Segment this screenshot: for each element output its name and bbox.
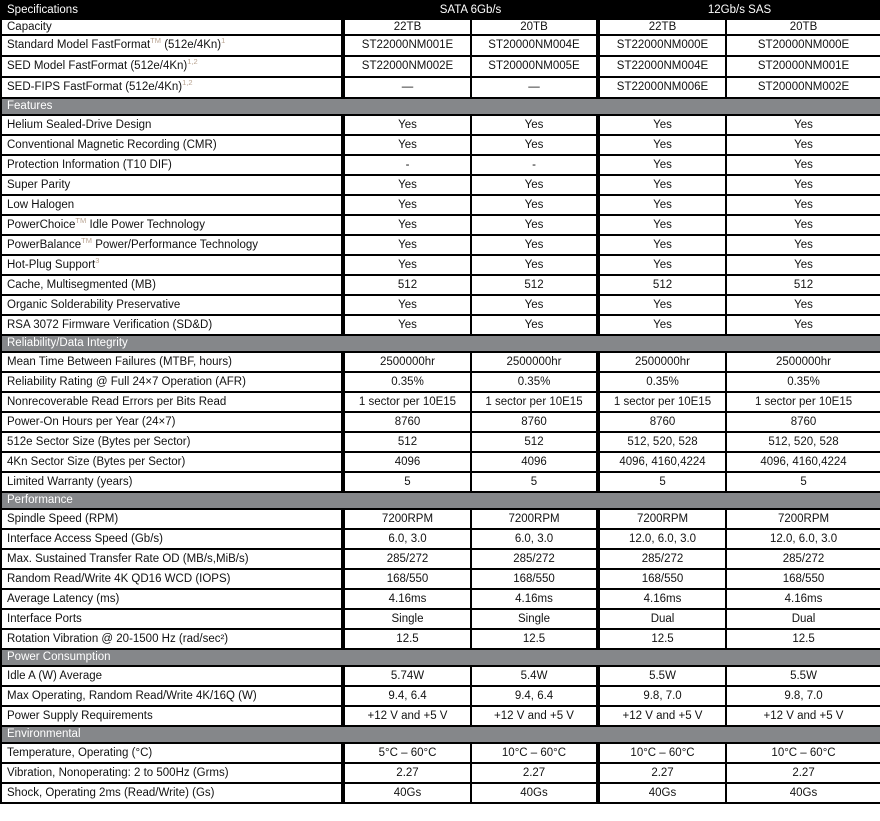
spec-value: 7200RPM — [471, 509, 598, 529]
spec-value: 4096 — [471, 452, 598, 472]
spec-value: ST22000NM006E — [598, 77, 726, 98]
spec-value: Yes — [726, 175, 880, 195]
spec-value: 4096, 4160,4224 — [726, 452, 880, 472]
spec-value: 4.16ms — [471, 589, 598, 609]
spec-value: Yes — [471, 215, 598, 235]
spec-value: Yes — [726, 255, 880, 275]
spec-row — [1, 155, 880, 175]
section-header: Features — [1, 98, 880, 115]
spec-value: 1 sector per 10E15 — [471, 392, 598, 412]
spec-label: Max Operating, Random Read/Write 4K/16Q (W) — [1, 686, 343, 706]
spec-value: Yes — [471, 115, 598, 135]
spec-value: 2500000hr — [343, 352, 471, 372]
spec-label: Organic Solderability Preservative — [1, 295, 343, 315]
spec-value: ST22000NM004E — [598, 56, 726, 77]
spec-value: 40Gs — [343, 783, 471, 803]
spec-value: 6.0, 3.0 — [471, 529, 598, 549]
spec-row — [1, 235, 880, 255]
spec-value: 2.27 — [598, 763, 726, 783]
spec-label: Helium Sealed-Drive Design — [1, 115, 343, 135]
spec-value: 2500000hr — [471, 352, 598, 372]
spec-row — [1, 509, 880, 529]
spec-row — [1, 529, 880, 549]
spec-row — [1, 589, 880, 609]
spec-value: Yes — [598, 295, 726, 315]
spec-value: 4.16ms — [343, 589, 471, 609]
spec-label: Random Read/Write 4K QD16 WCD (IOPS) — [1, 569, 343, 589]
spec-value: Yes — [471, 295, 598, 315]
spec-value: Single — [471, 609, 598, 629]
spec-row — [1, 706, 880, 726]
spec-value: ST20000NM000E — [726, 35, 880, 56]
spec-value: 8760 — [343, 412, 471, 432]
spec-value: 20TB — [726, 19, 880, 35]
spec-row — [1, 763, 880, 783]
spec-label: Interface Access Speed (Gb/s) — [1, 529, 343, 549]
spec-label: PowerBalance™ Power/Performance Technology — [1, 235, 343, 255]
spec-value: +12 V and +5 V — [598, 706, 726, 726]
spec-value: 2.27 — [726, 763, 880, 783]
spec-value: 512, 520, 528 — [598, 432, 726, 452]
spec-value: +12 V and +5 V — [471, 706, 598, 726]
spec-value: 2.27 — [343, 763, 471, 783]
spec-value: - — [471, 155, 598, 175]
spec-value: 5°C – 60°C — [343, 743, 471, 763]
spec-label: Power-On Hours per Year (24×7) — [1, 412, 343, 432]
spec-value: Single — [343, 609, 471, 629]
spec-value: 12.5 — [598, 629, 726, 649]
spec-row — [1, 255, 880, 275]
spec-label: Power Supply Requirements — [1, 706, 343, 726]
spec-value: 8760 — [598, 412, 726, 432]
spec-value: Yes — [471, 195, 598, 215]
spec-value: 285/272 — [343, 549, 471, 569]
spec-value: Yes — [598, 195, 726, 215]
spec-label: Hot-Plug Support$^3$ — [1, 255, 343, 275]
spec-value: 12.5 — [726, 629, 880, 649]
spec-label: Vibration, Nonoperating: 2 to 500Hz (Grms) — [1, 763, 343, 783]
spec-label: Average Latency (ms) — [1, 589, 343, 609]
spec-row — [1, 215, 880, 235]
spec-row — [1, 452, 880, 472]
spec-label: Interface Ports — [1, 609, 343, 629]
spec-value: +12 V and +5 V — [726, 706, 880, 726]
spec-value: 5 — [598, 472, 726, 492]
spec-value: Yes — [343, 135, 471, 155]
spec-value: 0.35% — [471, 372, 598, 392]
spec-row — [1, 743, 880, 763]
spec-value: 512 — [598, 275, 726, 295]
header-specifications: Specifications — [1, 1, 343, 19]
footnote-superscript: 1 — [221, 36, 226, 46]
spec-row — [1, 315, 880, 335]
spec-value: 40Gs — [598, 783, 726, 803]
spec-row — [1, 666, 880, 686]
spec-value: 1 sector per 10E15 — [726, 392, 880, 412]
spec-row — [1, 549, 880, 569]
spec-value: 168/550 — [343, 569, 471, 589]
section-header-row — [1, 98, 880, 115]
spec-label: Max. Sustained Transfer Rate OD (MB/s,MiB/s) — [1, 549, 343, 569]
spec-row — [1, 115, 880, 135]
spec-value: 12.0, 6.0, 3.0 — [598, 529, 726, 549]
spec-value: Yes — [343, 115, 471, 135]
spec-row — [1, 35, 880, 56]
spec-value: 5 — [471, 472, 598, 492]
spec-value: Yes — [726, 155, 880, 175]
spec-row — [1, 56, 880, 77]
spec-value: 12.5 — [343, 629, 471, 649]
spec-value: 5.5W — [598, 666, 726, 686]
spec-value: 12.0, 6.0, 3.0 — [726, 529, 880, 549]
spec-value: 168/550 — [598, 569, 726, 589]
spec-value: 8760 — [471, 412, 598, 432]
spec-value: Yes — [343, 295, 471, 315]
spec-label: RSA 3072 Firmware Verification (SD&D) — [1, 315, 343, 335]
spec-value: Yes — [726, 115, 880, 135]
header-sata-group: SATA 6Gb/s — [343, 1, 598, 19]
spec-value: 10°C – 60°C — [598, 743, 726, 763]
spec-row — [1, 372, 880, 392]
spec-value: 5.74W — [343, 666, 471, 686]
spec-label: Mean Time Between Failures (MTBF, hours) — [1, 352, 343, 372]
spec-value: Yes — [726, 135, 880, 155]
spec-row — [1, 783, 880, 803]
spec-row — [1, 686, 880, 706]
spec-row — [1, 295, 880, 315]
spec-row — [1, 569, 880, 589]
spec-value: — — [343, 77, 471, 98]
spec-value: 8760 — [726, 412, 880, 432]
spec-value: 40Gs — [726, 783, 880, 803]
spec-value: +12 V and +5 V — [343, 706, 471, 726]
spec-label: Limited Warranty (years) — [1, 472, 343, 492]
spec-label: Capacity — [1, 19, 343, 35]
spec-value: 9.4, 6.4 — [471, 686, 598, 706]
spec-label: 512e Sector Size (Bytes per Sector) — [1, 432, 343, 452]
spec-value: 10°C – 60°C — [726, 743, 880, 763]
spec-value: 9.8, 7.0 — [598, 686, 726, 706]
spec-row — [1, 629, 880, 649]
section-header-row — [1, 335, 880, 352]
spec-value: Dual — [726, 609, 880, 629]
footnote-superscript: 1,2 — [187, 57, 198, 67]
spec-label: Idle A (W) Average — [1, 666, 343, 686]
spec-value: ST20000NM004E — [471, 35, 598, 56]
spec-value: 5 — [726, 472, 880, 492]
spec-value: Yes — [598, 135, 726, 155]
spec-row — [1, 175, 880, 195]
spec-label: Low Halogen — [1, 195, 343, 215]
spec-label: SED Model FastFormat $(512e/4Kn)^{1,2}$ — [1, 56, 343, 77]
spec-value: 0.35% — [343, 372, 471, 392]
spec-value: Yes — [471, 255, 598, 275]
table-header-row — [1, 1, 880, 19]
spec-value: 4096, 4160,4224 — [598, 452, 726, 472]
spec-label: Spindle Speed (RPM) — [1, 509, 343, 529]
spec-value: 5.5W — [726, 666, 880, 686]
spec-value: Yes — [598, 235, 726, 255]
spec-value: 7200RPM — [598, 509, 726, 529]
spec-value: Yes — [598, 175, 726, 195]
spec-label: Temperature, Operating (°C) — [1, 743, 343, 763]
spec-value: 168/550 — [726, 569, 880, 589]
spec-value: Yes — [343, 235, 471, 255]
section-header-row — [1, 726, 880, 743]
section-header-row — [1, 492, 880, 509]
spec-value: 10°C – 60°C — [471, 743, 598, 763]
spec-label: Cache, Multisegmented (MB) — [1, 275, 343, 295]
spec-value: Yes — [726, 315, 880, 335]
spec-label: 4Kn Sector Size (Bytes per Sector) — [1, 452, 343, 472]
spec-row — [1, 472, 880, 492]
spec-value: 285/272 — [598, 549, 726, 569]
spec-row — [1, 412, 880, 432]
spec-value: Yes — [726, 295, 880, 315]
spec-value: 40Gs — [471, 783, 598, 803]
spec-value: Yes — [343, 315, 471, 335]
spec-value: Yes — [343, 195, 471, 215]
spec-value: Yes — [726, 235, 880, 255]
footnote-superscript: 1,2 — [182, 78, 193, 88]
spec-value: 22TB — [343, 19, 471, 35]
spec-value: Yes — [598, 215, 726, 235]
spec-value: 4096 — [343, 452, 471, 472]
spec-label: Standard Model FastFormat™ $(512e/4Kn)^1$ — [1, 35, 343, 56]
section-header: Reliability/Data Integrity — [1, 335, 880, 352]
spec-value: 12.5 — [471, 629, 598, 649]
spec-value: 0.35% — [598, 372, 726, 392]
spec-value: 9.8, 7.0 — [726, 686, 880, 706]
spec-value: ST20000NM001E — [726, 56, 880, 77]
spec-row — [1, 195, 880, 215]
spec-label: PowerChoice™ Idle Power Technology — [1, 215, 343, 235]
spec-value: Yes — [471, 315, 598, 335]
spec-value: Yes — [471, 235, 598, 255]
spec-row — [1, 77, 880, 98]
spec-value: 512 — [343, 432, 471, 452]
footnote-superscript: TM — [150, 36, 162, 46]
spec-value: 4.16ms — [598, 589, 726, 609]
spec-value: Yes — [598, 255, 726, 275]
spec-row — [1, 432, 880, 452]
spec-value: 6.0, 3.0 — [343, 529, 471, 549]
spec-label: Shock, Operating 2ms (Read/Write) (Gs) — [1, 783, 343, 803]
spec-value: 512, 520, 528 — [726, 432, 880, 452]
spec-value: Yes — [598, 315, 726, 335]
spec-value: Yes — [726, 195, 880, 215]
spec-label: Nonrecoverable Read Errors per Bits Read — [1, 392, 343, 412]
spec-value: — — [471, 77, 598, 98]
spec-value: 1 sector per 10E15 — [598, 392, 726, 412]
spec-value: 5.4W — [471, 666, 598, 686]
section-header: Performance — [1, 492, 880, 509]
spec-value: 1 sector per 10E15 — [343, 392, 471, 412]
spec-value: 512 — [726, 275, 880, 295]
spec-value: 5 — [343, 472, 471, 492]
spec-value: Yes — [343, 255, 471, 275]
spec-value: 20TB — [471, 19, 598, 35]
spec-label: Rotation Vibration @ 20-1500 Hz (rad/sec²) — [1, 629, 343, 649]
section-header: Power Consumption — [1, 649, 880, 666]
spec-value: Yes — [471, 175, 598, 195]
spec-row — [1, 135, 880, 155]
footnote-superscript: TM — [81, 235, 92, 245]
spec-label: Super Parity — [1, 175, 343, 195]
spec-value: 22TB — [598, 19, 726, 35]
spec-value: ST22000NM002E — [343, 56, 471, 77]
spec-label: Protection Information (T10 DIF) — [1, 155, 343, 175]
spec-value: Yes — [343, 215, 471, 235]
spec-value: 7200RPM — [726, 509, 880, 529]
spec-value: ST22000NM001E — [343, 35, 471, 56]
spec-value: Yes — [726, 215, 880, 235]
section-header-row — [1, 649, 880, 666]
spec-row — [1, 275, 880, 295]
spec-value: 2500000hr — [726, 352, 880, 372]
spec-row — [1, 392, 880, 412]
spec-row — [1, 609, 880, 629]
spec-label: SED-FIPS FastFormat $(512e/4Kn)^{1,2}$ — [1, 77, 343, 98]
spec-value: ST20000NM002E — [726, 77, 880, 98]
spec-value: Yes — [343, 175, 471, 195]
spec-row — [1, 352, 880, 372]
header-sas-group: 12Gb/s SAS — [598, 1, 880, 19]
spec-value: 4.16ms — [726, 589, 880, 609]
spec-value: ST22000NM000E — [598, 35, 726, 56]
section-header: Environmental — [1, 726, 880, 743]
spec-value: Yes — [598, 155, 726, 175]
spec-value: 512 — [343, 275, 471, 295]
spec-label: Conventional Magnetic Recording (CMR) — [1, 135, 343, 155]
footnote-superscript: 3 — [95, 255, 100, 265]
spec-value: 7200RPM — [343, 509, 471, 529]
spec-row — [1, 19, 880, 35]
spec-value: 168/550 — [471, 569, 598, 589]
spec-value: 512 — [471, 275, 598, 295]
spec-value: 2500000hr — [598, 352, 726, 372]
spec-value: - — [343, 155, 471, 175]
spec-value: 285/272 — [726, 549, 880, 569]
spec-value: 9.4, 6.4 — [343, 686, 471, 706]
spec-value: ST20000NM005E — [471, 56, 598, 77]
spec-label: Reliability Rating @ Full 24×7 Operation (AFR) — [1, 372, 343, 392]
spec-value: Dual — [598, 609, 726, 629]
spec-value: Yes — [471, 135, 598, 155]
spec-value: 2.27 — [471, 763, 598, 783]
spec-value: 0.35% — [726, 372, 880, 392]
spec-value: 285/272 — [471, 549, 598, 569]
footnote-superscript: TM — [75, 215, 87, 225]
spec-value: Yes — [598, 115, 726, 135]
spec-value: 512 — [471, 432, 598, 452]
